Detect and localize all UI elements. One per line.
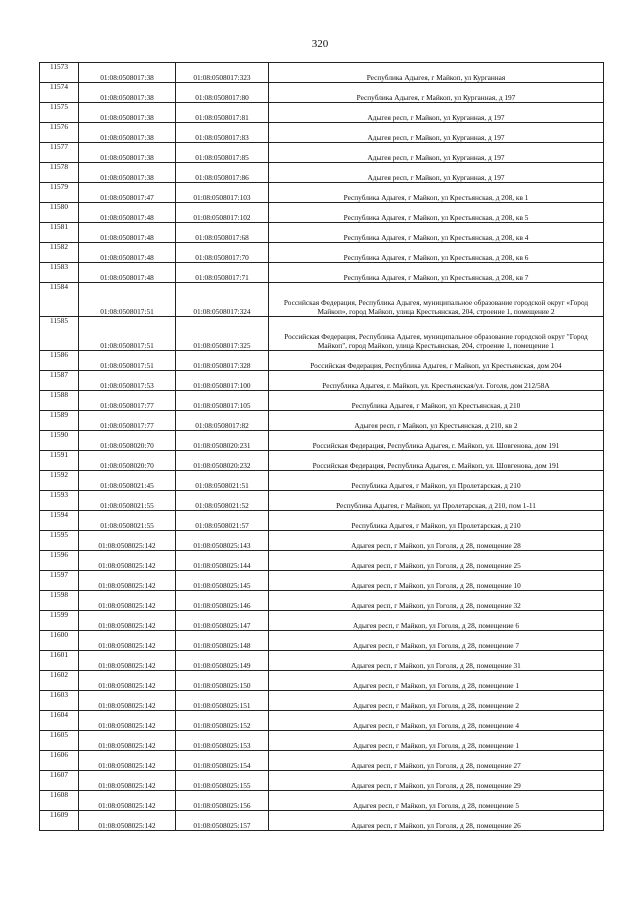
row-number-cell: 11603 — [40, 691, 79, 711]
row-number-cell: 11609 — [40, 811, 79, 831]
parcel-cadastral-number-cell: 01:08:0508017:77 — [79, 411, 176, 431]
table-row — [40, 263, 604, 283]
parcel-cadastral-number-cell: 01:08:0508025:142 — [79, 811, 176, 831]
address-cell: Республика Адыгея, г Майкоп, ул Крестьянская, д 208, кв 7 — [269, 263, 604, 283]
parcel-cadastral-number-cell: 01:08:0508021:55 — [79, 491, 176, 511]
table-row — [40, 451, 604, 471]
row-number-cell: 11585 — [40, 317, 79, 351]
table-row — [40, 203, 604, 223]
object-cadastral-number-cell: 01:08:0508017:83 — [176, 123, 269, 143]
table-row — [40, 731, 604, 751]
table-row — [40, 491, 604, 511]
object-cadastral-number-cell: 01:08:0508025:156 — [176, 791, 269, 811]
row-number-cell: 11579 — [40, 183, 79, 203]
table-row — [40, 771, 604, 791]
table-row — [40, 471, 604, 491]
parcel-cadastral-number-cell: 01:08:0508025:142 — [79, 611, 176, 631]
object-cadastral-number-cell: 01:08:0508025:151 — [176, 691, 269, 711]
row-number-cell: 11587 — [40, 371, 79, 391]
object-cadastral-number-cell: 01:08:0508017:102 — [176, 203, 269, 223]
table-row — [40, 103, 604, 123]
row-number-cell: 11606 — [40, 751, 79, 771]
parcel-cadastral-number-cell: 01:08:0508025:142 — [79, 591, 176, 611]
table-row — [40, 63, 604, 83]
table-row — [40, 671, 604, 691]
row-number-cell: 11598 — [40, 591, 79, 611]
address-cell: Адыгея респ, г Майкоп, ул Гоголя, д 28, помещение 10 — [269, 571, 604, 591]
address-cell: Республика Адыгея, г Майкоп, ул Курганная, д 197 — [269, 83, 604, 103]
parcel-cadastral-number-cell: 01:08:0508025:142 — [79, 731, 176, 751]
address-cell: Адыгея респ, г Майкоп, ул Гоголя, д 28, помещение 25 — [269, 551, 604, 571]
parcel-cadastral-number-cell: 01:08:0508020:70 — [79, 431, 176, 451]
parcel-cadastral-number-cell: 01:08:0508021:45 — [79, 471, 176, 491]
address-cell: Адыгея респ, г Майкоп, ул Гоголя, д 28, помещение 1 — [269, 671, 604, 691]
object-cadastral-number-cell: 01:08:0508025:152 — [176, 711, 269, 731]
parcel-cadastral-number-cell: 01:08:0508017:38 — [79, 83, 176, 103]
address-cell: Республика Адыгея, г Майкоп, ул Крестьянская, д 208, кв 1 — [269, 183, 604, 203]
parcel-cadastral-number-cell: 01:08:0508025:142 — [79, 631, 176, 651]
object-cadastral-number-cell: 01:08:0508025:157 — [176, 811, 269, 831]
parcel-cadastral-number-cell: 01:08:0508017:53 — [79, 371, 176, 391]
parcel-cadastral-number-cell: 01:08:0508025:142 — [79, 551, 176, 571]
parcel-cadastral-number-cell: 01:08:0508025:142 — [79, 791, 176, 811]
parcel-cadastral-number-cell: 01:08:0508025:142 — [79, 671, 176, 691]
parcel-cadastral-number-cell: 01:08:0508025:142 — [79, 751, 176, 771]
parcel-cadastral-number-cell: 01:08:0508025:142 — [79, 571, 176, 591]
table-row — [40, 83, 604, 103]
table-row — [40, 123, 604, 143]
address-cell: Адыгея респ, г Майкоп, ул Гоголя, д 28, помещение 7 — [269, 631, 604, 651]
address-cell: Республика Адыгея, г Майкоп, ул Крестьянская, д 208, кв 5 — [269, 203, 604, 223]
table-row — [40, 691, 604, 711]
object-cadastral-number-cell: 01:08:0508020:231 — [176, 431, 269, 451]
object-cadastral-number-cell: 01:08:0508025:148 — [176, 631, 269, 651]
object-cadastral-number-cell: 01:08:0508020:232 — [176, 451, 269, 471]
address-cell: Адыгея респ, г Майкоп, ул Гоголя, д 28, помещение 5 — [269, 791, 604, 811]
parcel-cadastral-number-cell: 01:08:0508017:38 — [79, 63, 176, 83]
address-cell: Адыгея респ, г Майкоп, ул Гоголя, д 28, помещение 29 — [269, 771, 604, 791]
object-cadastral-number-cell: 01:08:0508017:103 — [176, 183, 269, 203]
address-cell: Адыгея респ, г Майкоп, ул Гоголя, д 28, помещение 28 — [269, 531, 604, 551]
parcel-cadastral-number-cell: 01:08:0508017:48 — [79, 203, 176, 223]
address-cell: Адыгея респ, г Майкоп, ул Курганная, д 197 — [269, 103, 604, 123]
row-number-cell: 11596 — [40, 551, 79, 571]
row-number-cell: 11602 — [40, 671, 79, 691]
address-cell: Адыгея респ, г Майкоп, ул Гоголя, д 28, помещение 4 — [269, 711, 604, 731]
parcel-cadastral-number-cell: 01:08:0508017:38 — [79, 143, 176, 163]
object-cadastral-number-cell: 01:08:0508017:85 — [176, 143, 269, 163]
row-number-cell: 11593 — [40, 491, 79, 511]
parcel-cadastral-number-cell: 01:08:0508017:48 — [79, 263, 176, 283]
address-cell: Республика Адыгея, г Майкоп, ул Пролетарская, д 210 — [269, 511, 604, 531]
table-row — [40, 163, 604, 183]
object-cadastral-number-cell: 01:08:0508017:323 — [176, 63, 269, 83]
row-number-cell: 11574 — [40, 83, 79, 103]
object-cadastral-number-cell: 01:08:0508017:68 — [176, 223, 269, 243]
table-row — [40, 371, 604, 391]
row-number-cell: 11607 — [40, 771, 79, 791]
parcel-cadastral-number-cell: 01:08:0508017:38 — [79, 163, 176, 183]
row-number-cell: 11601 — [40, 651, 79, 671]
object-cadastral-number-cell: 01:08:0508017:81 — [176, 103, 269, 123]
table-row — [40, 551, 604, 571]
object-cadastral-number-cell: 01:08:0508017:100 — [176, 371, 269, 391]
address-cell: Республика Адыгея, г Майкоп, ул Крестьянская, д 208, кв 4 — [269, 223, 604, 243]
parcel-cadastral-number-cell: 01:08:0508025:142 — [79, 651, 176, 671]
object-cadastral-number-cell: 01:08:0508025:149 — [176, 651, 269, 671]
parcel-cadastral-number-cell: 01:08:0508017:51 — [79, 283, 176, 317]
table-row — [40, 591, 604, 611]
row-number-cell: 11578 — [40, 163, 79, 183]
parcel-cadastral-number-cell: 01:08:0508017:77 — [79, 391, 176, 411]
row-number-cell: 11592 — [40, 471, 79, 491]
table-row — [40, 811, 604, 831]
table-row — [40, 651, 604, 671]
row-number-cell: 11604 — [40, 711, 79, 731]
parcel-cadastral-number-cell: 01:08:0508020:70 — [79, 451, 176, 471]
parcel-cadastral-number-cell: 01:08:0508021:55 — [79, 511, 176, 531]
parcel-cadastral-number-cell: 01:08:0508025:142 — [79, 771, 176, 791]
parcel-cadastral-number-cell: 01:08:0508025:142 — [79, 531, 176, 551]
parcel-cadastral-number-cell: 01:08:0508017:51 — [79, 317, 176, 351]
object-cadastral-number-cell: 01:08:0508025:154 — [176, 751, 269, 771]
table-row — [40, 283, 604, 317]
address-cell: Адыгея респ, г Майкоп, ул Гоголя, д 28, помещение 1 — [269, 731, 604, 751]
row-number-cell: 11591 — [40, 451, 79, 471]
row-number-cell: 11589 — [40, 411, 79, 431]
address-cell: Республика Адыгея, г Майкоп, ул Крестьянская, д 208, кв 6 — [269, 243, 604, 263]
table-row — [40, 571, 604, 591]
object-cadastral-number-cell: 01:08:0508025:155 — [176, 771, 269, 791]
address-cell: Адыгея респ, г Майкоп, ул Курганная, д 197 — [269, 163, 604, 183]
object-cadastral-number-cell: 01:08:0508021:52 — [176, 491, 269, 511]
table-row — [40, 611, 604, 631]
address-cell: Республика Адыгея, г Майкоп, ул Курганная — [269, 63, 604, 83]
parcel-cadastral-number-cell: 01:08:0508025:142 — [79, 691, 176, 711]
object-cadastral-number-cell: 01:08:0508017:71 — [176, 263, 269, 283]
table-row — [40, 391, 604, 411]
parcel-cadastral-number-cell: 01:08:0508017:51 — [79, 351, 176, 371]
address-cell: Адыгея респ, г Майкоп, ул Гоголя, д 28, помещение 6 — [269, 611, 604, 631]
object-cadastral-number-cell: 01:08:0508021:57 — [176, 511, 269, 531]
row-number-cell: 11586 — [40, 351, 79, 371]
row-number-cell: 11584 — [40, 283, 79, 317]
row-number-cell: 11608 — [40, 791, 79, 811]
table-row — [40, 511, 604, 531]
address-cell: Адыгея респ, г Майкоп, ул Гоголя, д 28, помещение 27 — [269, 751, 604, 771]
address-cell: Адыгея респ, г Майкоп, ул Курганная, д 197 — [269, 143, 604, 163]
row-number-cell: 11576 — [40, 123, 79, 143]
address-cell: Адыгея респ, г Майкоп, ул Гоголя, д 28, помещение 31 — [269, 651, 604, 671]
row-number-cell: 11583 — [40, 263, 79, 283]
address-cell: Адыгея респ, г Майкоп, ул Гоголя, д 28, помещение 32 — [269, 591, 604, 611]
object-cadastral-number-cell: 01:08:0508017:324 — [176, 283, 269, 317]
object-cadastral-number-cell: 01:08:0508021:51 — [176, 471, 269, 491]
table-row — [40, 791, 604, 811]
parcel-cadastral-number-cell: 01:08:0508017:38 — [79, 103, 176, 123]
table-row — [40, 223, 604, 243]
address-cell: Российская Федерация, Республика Адыгея, г Майкоп, ул Крестьянская, дом 204 — [269, 351, 604, 371]
table-row — [40, 183, 604, 203]
row-number-cell: 11582 — [40, 243, 79, 263]
parcel-cadastral-number-cell: 01:08:0508017:48 — [79, 243, 176, 263]
table-row — [40, 243, 604, 263]
address-cell: Республика Адыгея, г Майкоп, ул Крестьянская, д 210 — [269, 391, 604, 411]
address-cell: Адыгея респ, г Майкоп, ул Курганная, д 197 — [269, 123, 604, 143]
address-cell: Российская Федерация, Республика Адыгея, г. Майкоп, ул. Шовгенова, дом 191 — [269, 431, 604, 451]
row-number-cell: 11597 — [40, 571, 79, 591]
object-cadastral-number-cell: 01:08:0508017:105 — [176, 391, 269, 411]
table-row — [40, 317, 604, 351]
address-cell: Адыгея респ, г Майкоп, ул Гоголя, д 28, помещение 2 — [269, 691, 604, 711]
object-cadastral-number-cell: 01:08:0508025:147 — [176, 611, 269, 631]
object-cadastral-number-cell: 01:08:0508017:82 — [176, 411, 269, 431]
table-row — [40, 751, 604, 771]
address-cell: Адыгея респ, г Майкоп, ул Крестьянская, д 210, кв 2 — [269, 411, 604, 431]
object-cadastral-number-cell: 01:08:0508025:145 — [176, 571, 269, 591]
object-cadastral-number-cell: 01:08:0508017:70 — [176, 243, 269, 263]
object-cadastral-number-cell: 01:08:0508025:144 — [176, 551, 269, 571]
object-cadastral-number-cell: 01:08:0508025:150 — [176, 671, 269, 691]
row-number-cell: 11600 — [40, 631, 79, 651]
row-number-cell: 11573 — [40, 63, 79, 83]
address-cell: Республика Адыгея, г Майкоп, ул Пролетарская, д 210 — [269, 471, 604, 491]
table-row — [40, 631, 604, 651]
row-number-cell: 11594 — [40, 511, 79, 531]
row-number-cell: 11605 — [40, 731, 79, 751]
registry-table-body — [40, 63, 604, 831]
table-row — [40, 531, 604, 551]
registry-table — [39, 62, 604, 831]
row-number-cell: 11590 — [40, 431, 79, 451]
object-cadastral-number-cell: 01:08:0508017:328 — [176, 351, 269, 371]
parcel-cadastral-number-cell: 01:08:0508017:48 — [79, 223, 176, 243]
table-row — [40, 411, 604, 431]
row-number-cell: 11575 — [40, 103, 79, 123]
row-number-cell: 11580 — [40, 203, 79, 223]
address-cell: Адыгея респ, г Майкоп, ул Гоголя, д 28, помещение 26 — [269, 811, 604, 831]
address-cell: Республика Адыгея, г Майкоп, ул Пролетарская, д 210, пом 1-11 — [269, 491, 604, 511]
object-cadastral-number-cell: 01:08:0508025:143 — [176, 531, 269, 551]
object-cadastral-number-cell: 01:08:0508017:86 — [176, 163, 269, 183]
address-cell: Российская Федерация, Республика Адыгея, г. Майкоп, ул. Шовгенова, дом 191 — [269, 451, 604, 471]
table-row — [40, 431, 604, 451]
address-cell: Республика Адыгея, г. Майкоп, ул. Крестьянская/ул. Гоголя, дом 212/58А — [269, 371, 604, 391]
object-cadastral-number-cell: 01:08:0508025:153 — [176, 731, 269, 751]
row-number-cell: 11577 — [40, 143, 79, 163]
table-row — [40, 351, 604, 371]
parcel-cadastral-number-cell: 01:08:0508017:38 — [79, 123, 176, 143]
row-number-cell: 11588 — [40, 391, 79, 411]
page-number: 320 — [311, 38, 329, 50]
parcel-cadastral-number-cell: 01:08:0508017:47 — [79, 183, 176, 203]
row-number-cell: 11599 — [40, 611, 79, 631]
parcel-cadastral-number-cell: 01:08:0508025:142 — [79, 711, 176, 731]
object-cadastral-number-cell: 01:08:0508025:146 — [176, 591, 269, 611]
row-number-cell: 11595 — [40, 531, 79, 551]
object-cadastral-number-cell: 01:08:0508017:80 — [176, 83, 269, 103]
table-row — [40, 143, 604, 163]
address-cell: Российская Федерация, Республика Адыгея, муниципальное образование городской округ "Город Майкоп", город Майкоп, улица Крестьянская, 204, строение 1, помещение 1 — [269, 317, 604, 351]
table-row — [40, 711, 604, 731]
address-cell: Российская Федерация, Республика Адыгея, муниципальное образование городской округ «Город Майкоп», город Майкоп, улица Крестьянская, 204, строение 1, помещение 2 — [269, 283, 604, 317]
object-cadastral-number-cell: 01:08:0508017:325 — [176, 317, 269, 351]
row-number-cell: 11581 — [40, 223, 79, 243]
